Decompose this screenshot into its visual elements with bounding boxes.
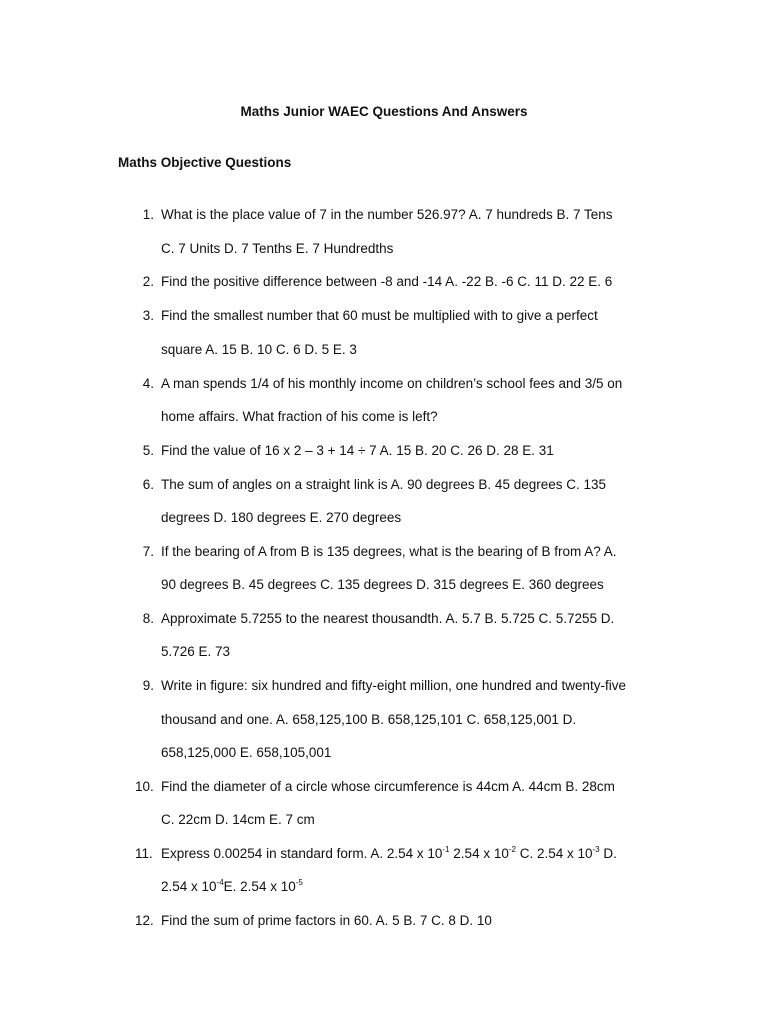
question-text-line: Find the value of 16 x 2 – 3 + 14 ÷ 7 A. 15 B. 20 C. 26 D. 28 E. 31 [161,443,554,458]
question-number: 4. [142,376,154,391]
question-text-line: Approximate 5.7255 to the nearest thousandth. A. 5.7 B. 5.725 C. 5.7255 D. [161,611,615,626]
text-segment: 2.54 x 10 [161,879,217,894]
question-number: 11. [135,846,153,861]
question-number: 1. [142,207,154,222]
question-text-line [161,845,617,863]
document-title: Maths Junior WAEC Questions And Answers [240,104,528,119]
exponent: -3 [592,844,600,854]
text-segment: E. 2.54 x 10 [223,879,296,894]
question-text-line: A man spends 1/4 of his monthly income on children’s school fees and 3/5 on [161,376,623,391]
question-text-line: Write in figure: six hundred and fifty-eight million, one hundred and twenty-five [161,678,626,693]
exponent: -2 [508,844,516,854]
question-text-line: Find the diameter of a circle whose circumference is 44cm A. 44cm B. 28cm [161,779,615,794]
question-number: 12. [135,913,154,928]
question-text-line: home affairs. What fraction of his come is left? [161,409,438,424]
question-text-line: 5.726 E. 73 [161,644,231,659]
exponent: -4 [216,877,224,887]
question-text-line: square A. 15 B. 10 C. 6 D. 5 E. 3 [161,342,357,357]
question-text-line: 90 degrees B. 45 degrees C. 135 degrees D. 315 degrees E. 360 degrees [161,577,604,592]
exponent: -1 [442,844,450,854]
question-number: 9. [142,678,154,693]
question-number: 3. [142,308,154,323]
question-text-line: The sum of angles on a straight link is A. 90 degrees B. 45 degrees C. 135 [161,477,607,492]
question-text-line: C. 22cm D. 14cm E. 7 cm [161,812,315,827]
question-text-line: C. 7 Units D. 7 Tenths E. 7 Hundredths [161,241,394,256]
question-number: 2. [142,274,154,289]
question-number: 10. [135,779,154,794]
question-text-line: thousand and one. A. 658,125,100 B. 658,125,101 C. 658,125,001 D. [161,712,577,727]
text-segment: D. [599,846,617,861]
question-text-line: degrees D. 180 degrees E. 270 degrees [161,510,402,525]
question-text-line [161,878,303,896]
question-number: 8. [142,611,154,626]
question-text-line: If the bearing of A from B is 135 degrees, what is the bearing of B from A? A. [161,544,617,559]
question-text-line: Find the smallest number that 60 must be multiplied with to give a perfect [161,308,598,323]
question-number: 7. [142,544,154,559]
text-segment: Express 0.00254 in standard form. A. 2.54 x 10 [161,846,443,861]
text-segment: C. 2.54 x 10 [515,846,593,861]
exponent: -5 [295,877,303,887]
question-text-line: Find the sum of prime factors in 60. A. 5 B. 7 C. 8 D. 10 [161,913,492,928]
question-number: 6. [142,477,154,492]
question-number: 5. [142,443,154,458]
question-text-line: What is the place value of 7 in the number 526.97? A. 7 hundreds B. 7 Tens [161,207,613,222]
section-heading: Maths Objective Questions [118,155,292,170]
text-segment: 2.54 x 10 [449,846,509,861]
question-text-line: Find the positive difference between -8 and -14 A. -22 B. -6 C. 11 D. 22 E. 6 [161,274,613,289]
question-text-line: 658,125,000 E. 658,105,001 [161,745,332,760]
